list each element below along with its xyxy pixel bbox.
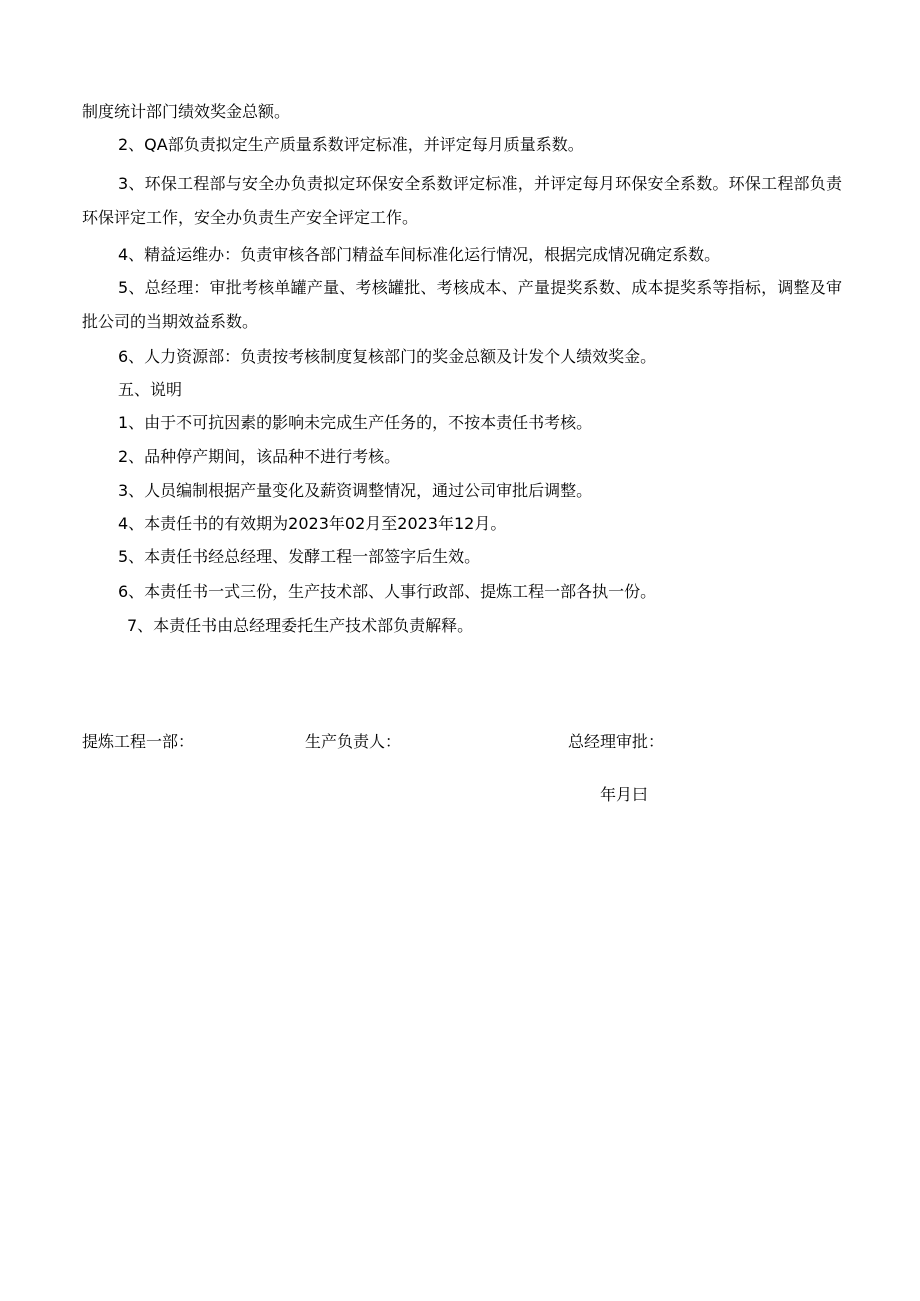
note-item-4: 4、本责任书的有效期为2023年02月至2023年12月。	[118, 514, 507, 533]
paragraph-item-hr: 6、人力资源部：负责按考核制度复核部门的奖金总额及计发个人绩效奖金。	[118, 347, 657, 366]
paragraph-item-qa: 2、QA部负责拟定生产质量系数评定标准，并评定每月质量系数。	[118, 135, 584, 154]
signature-gm-approval-label: 总经理审批：	[568, 732, 665, 751]
note-item-7: 7、本责任书由总经理委托生产技术部负责解释。	[127, 616, 474, 635]
note-item-6: 6、本责任书一式三份，生产技术部、人事行政部、提炼工程一部各执一份。	[118, 582, 657, 601]
section-heading-notes: 五、说明	[118, 380, 183, 399]
note-item-3: 3、人员编制根据产量变化及薪资调整情况，通过公司审批后调整。	[118, 481, 593, 500]
signature-dept-label: 提炼工程一部：	[82, 732, 195, 751]
note-item-5: 5、本责任书经总经理、发酵工程一部签字后生效。	[118, 547, 481, 566]
date-line: 年月曰	[600, 785, 649, 804]
paragraph-item-lean: 4、精益运维办：负责审核各部门精益车间标准化运行情况，根据完成情况确定系数。	[118, 245, 721, 264]
paragraph-continuation: 制度统计部门绩效奖金总额。	[82, 102, 291, 121]
paragraph-item-gm: 5、总经理：审批考核单罐产量、考核罐批、考核成本、产量提奖系数、成本提奖系等指标，调整及审批公司的当期效益系数。	[82, 278, 842, 331]
note-item-1: 1、由于不可抗因素的影响未完成生产任务的，不按本责任书考核。	[118, 413, 593, 432]
note-item-2: 2、品种停产期间，该品种不进行考核。	[118, 447, 401, 466]
paragraph-item-env-safety: 3、环保工程部与安全办负责拟定环保安全系数评定标准，并评定每月环保安全系数。环保工程部负责环保评定工作，安全办负责生产安全评定工作。	[82, 174, 842, 227]
signature-production-lead-label: 生产负责人：	[305, 732, 402, 751]
